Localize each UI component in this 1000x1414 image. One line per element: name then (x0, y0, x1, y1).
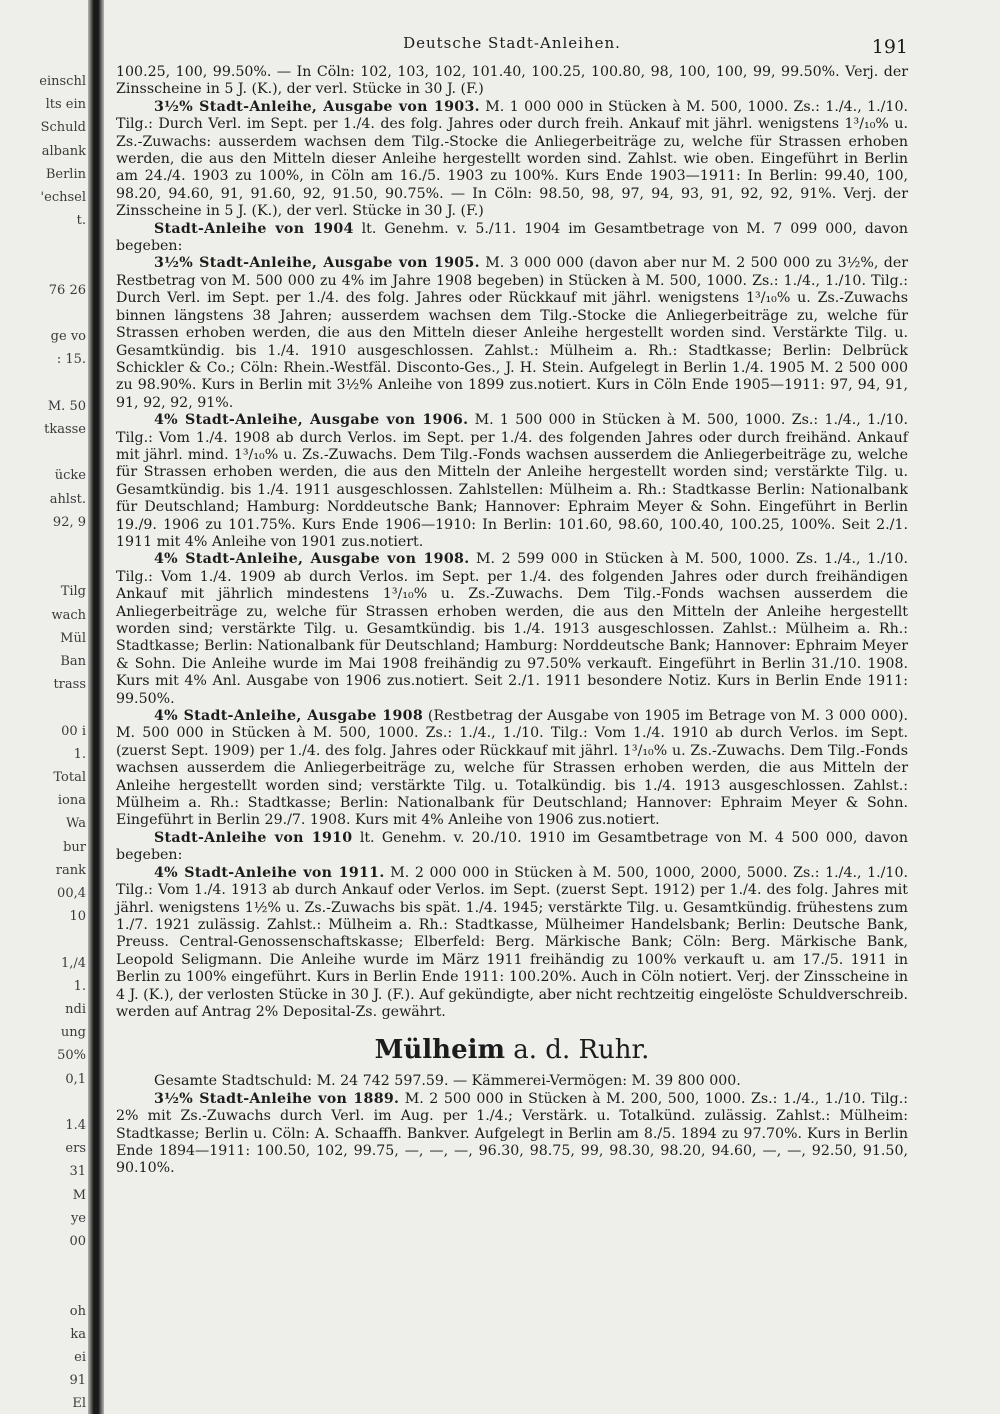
gutter-fragment: Berlin (45, 166, 86, 182)
gutter-fragment: wach (51, 607, 86, 623)
entry-title: 4% Stadt-Anleihe, Ausgabe von 1908. (154, 551, 470, 568)
entry-title: 4% Stadt-Anleihe, Ausgabe von 1906. (154, 412, 469, 429)
gutter-fragment: ka (70, 1326, 86, 1342)
gutter-fragment: ndi (65, 1002, 86, 1017)
gutter-fragment: 1. (73, 978, 86, 994)
gutter-fragment: M. 50 (47, 398, 86, 414)
document-page (116, 32, 908, 1178)
gutter-fragment: ye (70, 1210, 86, 1226)
loan-entry (116, 1091, 908, 1178)
page-number: 191 (871, 36, 908, 58)
gutter-fragment: tkasse (44, 422, 86, 437)
loan-entry (116, 64, 908, 99)
loan-entry (116, 1073, 908, 1090)
gutter-fragment: 1. (73, 746, 86, 762)
entry-title: 4% Stadt-Anleihe von 1911. (154, 864, 385, 881)
gutter-fragment: 1,/4 (60, 955, 86, 971)
entry-text: Gesamte Stadtschuld: M. 24 742 597.59. — Kämmerei-Vermögen: M. 39 800 000. (154, 1073, 741, 1090)
gutter-fragment: 0,1 (65, 1071, 86, 1087)
gutter-fragment: 76 26 (48, 282, 86, 298)
loan-entry (116, 99, 908, 221)
gutter-fragment: 31 (69, 1164, 86, 1180)
entry-text: M. 2 000 000 in Stücken à M. 500, 1000, 2000, 5000. Zs.: 1./4., 1./10. Tilg.: Vom 1./4. 1913 ab durch Ankauf oder Verlos. im Sept. (zuerst Sept. 1912) per 1./4. des folg. Jahres mit jährl. wenigstens 1½% u. Zs.-Zuwachs bis spät. 1./4. 1945; verstärkte Tilg. u. Gesamtkündig. frühestens zum 1./7. 1921 zulässig. Zahlst.: Mülheim a. Rh.: Stadtkasse, Mülheimer Handelsbank; Berlin: Deutsche Bank, Preuss. Central-Genossenschaftskasse; Elberfeld: Berg. Märkische Bank; Cöln: Berg. Märkische Bank, Leopold Seligmann. Die Anleihe wurde im März 1911 freihändig zu 100% verkauft u. am 17./5. 1911 in Berlin zu 100% eingeführt. Kurs in Berlin Ende 1911: 100.20%. Auch in Cöln notiert. Verj. der Zinsscheine in 4 J. (K.), der verlosten Stücke in 30 J. (F.). Auf gekündigte, aber nicht rechtzeitig eingelöste Schuldverschreib. werden auf Antrag 2% Deposital-Zs. gewährt. (116, 864, 908, 1020)
gutter-fragment: El (72, 1396, 86, 1412)
gutter-fragment: iona (57, 793, 86, 809)
entry-title: 3½% Stadt-Anleihe, Ausgabe von 1903. (154, 98, 480, 115)
gutter-fragment: ücke (54, 468, 86, 484)
gutter-fragment: ge vo (50, 329, 86, 345)
entry-text: (Restbetrag der Ausgabe von 1905 im Betrage von M. 3 000 000). M. 500 000 in Stücken à M. 500, 1000. Zs.: 1./4., 1./10. Tilg.: Vom 1./4. 1910 ab durch Verlos. im Sept. (zuerst Sept. 1909) per 1./4. des folg. Jahres oder Rückkauf mit jährl. 1³/₁₀% u. Zs.-Zuwachs. Dem Tilg.-Fonds wachsen ausserdem die Anliegerbeiträge zu, welche für Strassen erhoben werden, die aus Mitteln der Anleihe hergestellt worden sind; verstärkte Tilg. u. Totalkündig. bis 1./4. 1913 ausgeschlossen. Zahlst.: Mülheim a. Rh.: Stadtkasse; Berlin: Nationalbank für Deutschland; Hannover: Ephraim Meyer & Sohn. Eingeführt in Berlin 29./7. 1908. Kurs mit 4% Anleihe von 1906 zus.notiert. (116, 708, 908, 829)
loan-entry (116, 221, 908, 256)
city-suffix: a. d. Ruhr. (505, 1035, 650, 1066)
gutter-fragment: ei (74, 1350, 86, 1365)
gutter-fragment: rank (55, 862, 86, 878)
gutter-fragment: 00,4 (57, 886, 86, 901)
entry-title: Stadt-Anleihe von 1910 (154, 829, 353, 846)
gutter-fragment: trass (53, 677, 86, 693)
gutter-fragment: M (72, 1187, 86, 1203)
gutter-fragment: 10 (69, 909, 86, 925)
gutter-fragment: ung (60, 1025, 86, 1041)
loan-entry (116, 551, 908, 708)
gutter-fragment: Schuld (40, 120, 86, 136)
gutter-fragment: t. (76, 213, 86, 229)
gutter-fragment: bur (63, 839, 86, 855)
gutter-fragment: ers (65, 1141, 86, 1157)
gutter-fragment: lts ein (45, 97, 86, 113)
gutter-fragment: 'echsel (40, 190, 86, 205)
previous-page-margin (0, 0, 88, 1414)
gutter-fragment: 1.4 (65, 1118, 86, 1133)
city-section-title (116, 1035, 908, 1065)
loan-entries (116, 64, 908, 1021)
gutter-fragment: Tilg (60, 584, 86, 600)
gutter-fragment: oh (69, 1303, 86, 1319)
entry-text: M. 1 500 000 in Stücken à M. 500, 1000. Zs.: 1./4., 1./10. Tilg.: Vom 1./4. 1908 ab durch Verlos. im Sept. per 1./4. des folgenden Jahres oder durch freihänd. Ankauf mit jährl. mind. 1³/₁₀% u. Zs.-Zuwachs. Dem Tilg.-Fonds wachsen ausserdem die Anliegerbeiträge zu, welche für Strassen erhoben werden, die aus den Mitteln der Anleihe hergestellt worden sind; verstärkte Tilg. u. Gesamtkündig. bis 1./4. 1911 ausgeschlossen. Zahlstellen: Mülheim a. Rh.: Stadtkasse Berlin: Nationalbank für Deutschland; Hamburg: Norddeutsche Bank; Hannover: Ephraim Meyer & Sohn. Eingeführt in Berlin 19./9. 1906 zu 101.75%. Kurs Ende 1906—1910: In Berlin: 101.60, 98.60, 100.40, 100.25, 100%. Seit 2./1. 1911 mit 4% Anleihe von 1901 zus.notiert. (116, 412, 908, 550)
gutter-fragment: 00 i (61, 723, 86, 739)
loan-entry (116, 708, 908, 830)
gutter-fragment: 50% (57, 1048, 86, 1064)
gutter-fragment: 91 (69, 1373, 86, 1389)
gutter-fragment: Mül (60, 630, 86, 646)
gutter-fragment: albank (41, 143, 86, 159)
city-entries (116, 1073, 908, 1177)
entry-text: M. 1 000 000 in Stücken à M. 500, 1000. Zs.: 1./4., 1./10. Tilg.: Durch Verl. im Sept. per 1./4. des folg. Jahres oder durch freih. Ankauf mit jährl. wenigstens 1³/₁₀% u. Zs.-Zuwachs: ausserdem wachsen dem Tilg.-Stocke die Anliegerbeiträge zu, welche für Strassen erhoben werden, die aus den Mitteln dieser Anleihe hergestellt worden sind. Zahlst. wie oben. Eingeführt in Berlin am 24./4. 1903 zu 100%, in Cöln am 16./5. 1903 zu 100%. Kurs Ende 1903—1911: In Berlin: 99.40, 100, 98.20, 94.60, 91, 91.60, 92, 91.50, 90.75%. — In Cöln: 98.50, 98, 97, 94, 93, 91, 92, 92, 91%. Verj. der Zinsscheine in 5 J. (K.), der verl. Stücke in 30 J. (F.) (116, 98, 908, 220)
gutter-fragment: Total (53, 770, 86, 785)
entry-title: 4% Stadt-Anleihe, Ausgabe 1908 (154, 708, 423, 725)
gutter-fragment: 92, 9 (52, 514, 86, 530)
gutter-fragment: ahlst. (49, 491, 86, 507)
entry-title: 3½% Stadt-Anleihe, Ausgabe von 1905. (154, 255, 480, 272)
entry-title: 3½% Stadt-Anleihe von 1889. (154, 1090, 400, 1107)
running-title: Deutsche Stadt-Anleihen. (403, 34, 621, 52)
running-head (116, 32, 908, 64)
gutter-fragment: Ban (60, 654, 86, 669)
entry-text: lt. Genehm. v. 20./10. 1910 im Gesamtbetrage von M. 4 500 000, davon begeben: (116, 829, 908, 864)
gutter-fragment: Wa (66, 816, 86, 832)
loan-entry (116, 830, 908, 865)
entry-text: M. 2 500 000 in Stücken à M. 200, 500, 1000. Zs.: 1./4., 1./10. Tilg.: 2% mit Zs.-Zuwachs durch Verl. im Aug. per 1./4.; Verstärk. u. Totalkünd. zulässig. Zahlst.: Mülheim: Stadtkasse; Berlin u. Cöln: A. Schaaffh. Bankver. Aufgelegt in Berlin am 8./5. 1894 zu 97.70%. Kurs in Berlin Ende 1894—1911: 100.50, 102, 99.75, —, —, —, 96.30, 98.75, 99, 98.30, 98.20, 94.60, —, —, 92.50, 91.50, 90.10%. (116, 1090, 909, 1177)
entry-title: Stadt-Anleihe von 1904 (154, 220, 354, 237)
entry-text: 100.25, 100, 99.50%. — In Cöln: 102, 103, 102, 101.40, 100.25, 100.80, 98, 100, 100, 99, 99.50%. Verj. der Zinsscheine in 5 J. (K.), der verl. Stücke in 30 J. (F.) (116, 64, 908, 98)
entry-text: M. 2 599 000 in Stücken à M. 500, 1000. Zs. 1./4., 1./10. Tilg.: Vom 1./4. 1909 ab durch Verlos. im Sept. per 1./4. des folgenden Jahres oder durch freihändigen Ankauf mit jährlich mindestens 1³/₁₀% u. Zs.-Zuwachs. Dem Tilg.-Fonds wachsen ausserdem die Anliegerbeiträge zu, welche für Strassen erhoben werden, die aus den Mitteln der Anleihe hergestellt worden sind; verstärkte Tilg. u. Gesamtkündig. bis 1./4. 1913 ausgeschlossen. Zahlst.: Mülheim a. Rh.: Stadtkasse; Berlin: Nationalbank für Deutschland; Hamburg: Norddeutsche Bank; Hannover: Ephraim Meyer & Sohn. Die Anleihe wurde im Mai 1908 freihändig zu 97.50% verkauft. Eingeführt in Berlin 31./10. 1908. Kurs mit 4% Anl. Ausgabe von 1906 zus.notiert. Seit 2./1. 1911 besondere Notiz. Kurs in Berlin Ende 1911: 99.50%. (116, 551, 908, 707)
city-name: Mülheim (374, 1035, 506, 1066)
loan-entry (116, 412, 908, 551)
loan-entry (116, 255, 908, 412)
gutter-fragment: 00 (69, 1234, 86, 1249)
entry-text: lt. Genehm. v. 5./11. 1904 im Gesamtbetrage von M. 7 099 000, davon begeben: (116, 220, 909, 255)
loan-entry (116, 865, 908, 1022)
gutter-fragment: einschl (39, 74, 86, 89)
gutter-fragment: : 15. (56, 352, 86, 368)
entry-text: M. 3 000 000 (davon aber nur M. 2 500 000 zu 3½%, der Restbetrag von M. 500 000 zu 4% im Jahre 1908 begeben) in Stücken à M. 500, 1000. Zs.: 1./4., 1./10. Tilg.: Durch Verl. im Sept. per 1./4. des folg. Jahres oder Rückkauf mit jährl. wenigstens 1³/₁₀% u. Zs.-Zuwachs binnen längstens 38 Jahren; ausserdem wachsen dem Tilg.-Stocke die Anliegerbeiträge zu, welche für Strassen erhoben werden, die aus den Mitteln dieser Anleihe hergestellt worden sind. Verstärkte Tilg. u. Gesamtkündig. bis 1./4. 1910 ausgeschlossen. Zahlst.: Mülheim a. Rh.: Stadtkasse; Berlin: Delbrück Schickler & Co.; Cöln: Rhein.-Westfäl. Disconto-Ges., J. H. Stein. Aufgelegt in Berlin 1./4. 1905 M. 2 500 000 zu 98.90%. Kurs in Berlin mit 3½% Anleihe von 1899 zus.notiert. Kurs in Cöln Ende 1905—1911: 97, 94, 91, 91, 92, 92, 91%. (116, 255, 908, 411)
book-binding-shadow (88, 0, 104, 1414)
